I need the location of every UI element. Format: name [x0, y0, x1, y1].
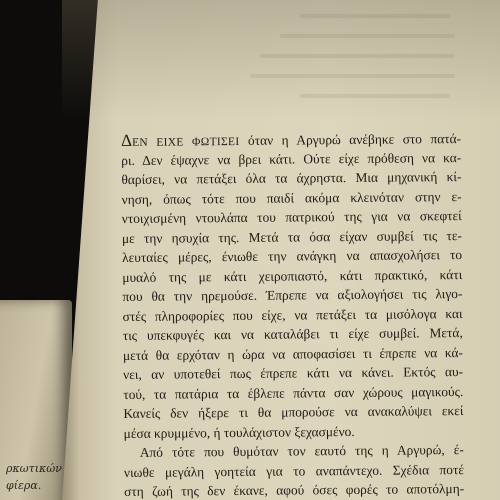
text-line: μυαλό της με κάτι χειροπιαστό, κάτι πρακτικό, κάτι	[122, 266, 463, 285]
text-line: στές πληροφορίες που είχε, να πετάξει τα μισόλογα και	[122, 305, 463, 324]
text-line: Κανείς δεν ήξερε τι θα μπορούσε να ανακαλύψει εκεί	[123, 403, 464, 421]
text-line: νει, αν υποτεθεί πως έπρεπε κάτι να κάνει. Εκτός αυ-	[123, 364, 464, 382]
show-through-line	[300, 14, 450, 18]
show-through-line	[250, 74, 455, 78]
left-page	[0, 300, 72, 500]
show-through-line	[280, 34, 455, 38]
show-through-line	[300, 94, 450, 98]
text-line: μετά θα ερχόταν η ώρα να αποφασίσει τι έπρεπε να κά-	[122, 344, 464, 363]
text-line: Από τότε που θυμόταν τον εαυτό της η Αργυρώ, έ-	[139, 442, 464, 460]
text-line: ρι. Δεν έψαχνε να βρει κάτι. Ούτε είχε πρόθεση να κα-	[121, 149, 462, 168]
left-page-line: φίερα.	[6, 479, 42, 492]
show-through-line	[260, 54, 455, 58]
text-line: στη ζωή της δεν έκανε, αφού όσες φορές το αποτόλμη-	[124, 481, 465, 499]
dropcap: Δ	[121, 130, 133, 150]
left-page-line: ρκωτικών	[6, 462, 62, 475]
text-line: νηση, όπως τότε που παιδί ακόμα κλεινόταν στην ε-	[121, 188, 462, 207]
text-line: θαρίσει, να πετάξει όλα τα άχρηστα. Μια μηχανική κί-	[121, 169, 462, 187]
text-line: που θα την ηρεμούσε. Έπρεπε να αξιολογήσει τις λιγο-	[122, 286, 463, 304]
text-line: νιωθε μεγάλη γοητεία για το αναπάντεχο. Σχέδια ποτέ	[123, 461, 465, 480]
text-line: τις υπεκφυγές και να καταλάβει τι είχε συμβεί. Μετά,	[122, 325, 463, 343]
left-page-text	[6, 460, 66, 494]
first-line-rest: όταν η Αργυρώ ανέβηκε στο πατά-	[239, 131, 462, 148]
text-line: ντοιχισμένη ντουλάπα του πατρικού της για να σκεφτεί	[121, 208, 462, 226]
text-line: με την ησυχία της. Μετά τα όσα είχαν συμβεί τις τε-	[121, 227, 462, 246]
body-text	[121, 128, 464, 500]
smallcaps-lead: ΕΝ ΕΙΧΕ ΦΩΤΙΣΕΙ	[131, 135, 240, 149]
text-line: τού, τα πατάρια τα έβλεπε πάντα σαν χώρους μαγικούς.	[123, 383, 464, 402]
text-line: λευταίες μέρες, ένιωθε την ανάγκη να απασχολήσει το	[122, 247, 463, 265]
text-line	[121, 128, 461, 150]
text-line: μέσα κρυμμένο, ή τουλάχιστον ξεχασμένο.	[123, 423, 355, 441]
